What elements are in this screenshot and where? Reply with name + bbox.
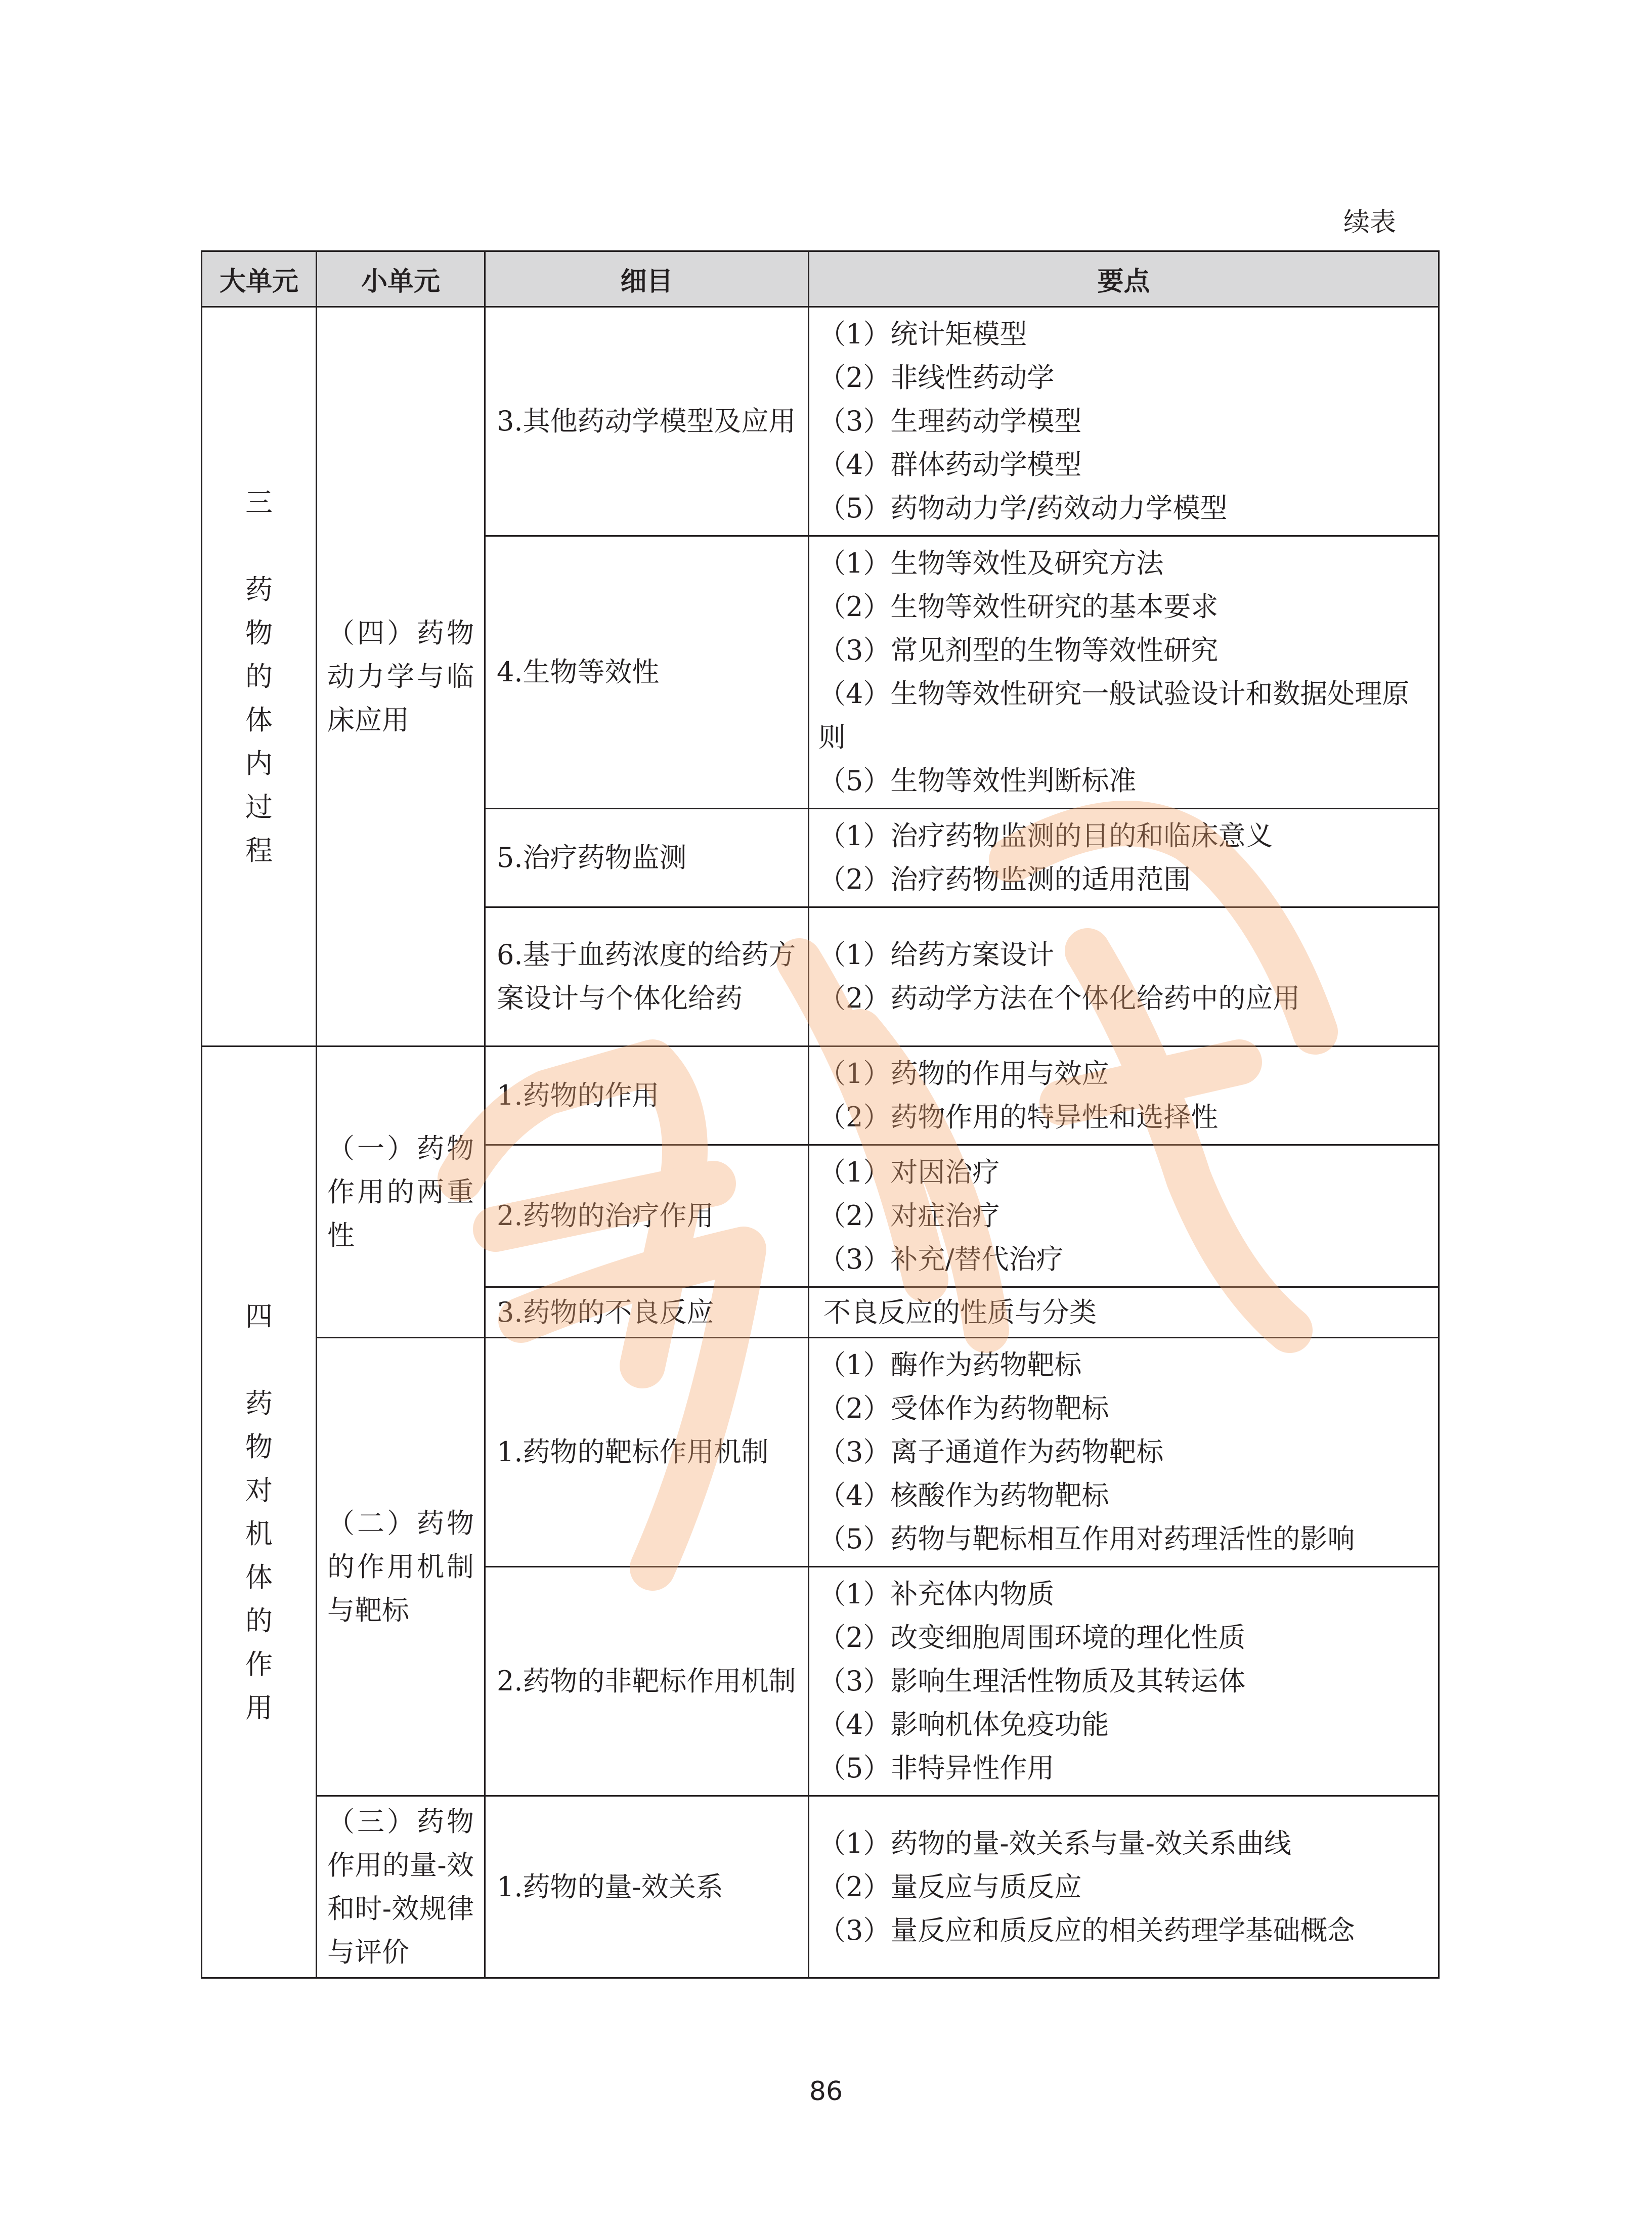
item-cell: 4.生物等效性 <box>485 536 809 809</box>
point-text: （1）统计矩模型 <box>818 318 1027 350</box>
major-unit-number: 三 <box>245 486 273 518</box>
header-cell-major-unit: 大单元 <box>202 251 317 307</box>
point-text: （1）药物的作用与效应 <box>818 1058 1109 1089</box>
point-text: （5）生物等效性判断标准 <box>818 765 1137 797</box>
point-text: （1）对因治疗 <box>818 1156 1000 1188</box>
minor-unit-cell: （一）药物作用的两重性 <box>317 1046 485 1338</box>
points-cell: 不良反应的性质与分类 <box>809 1287 1439 1338</box>
point-text: （2）治疗药物监测的适用范围 <box>818 863 1191 895</box>
header-cell-minor-unit: 小单元 <box>317 251 485 307</box>
point-text: （1）给药方案设计 <box>818 939 1055 971</box>
point-text: （4）群体药动学模型 <box>818 449 1082 481</box>
point-text: （1）补充体内物质 <box>818 1578 1055 1610</box>
header-row <box>202 251 1439 307</box>
points-cell <box>809 809 1439 907</box>
major-unit-name: 药物的体内过程 <box>245 573 273 866</box>
continued-label: 续表 <box>1343 207 1396 238</box>
table-row <box>202 1338 1439 1567</box>
major-unit-number: 四 <box>245 1300 273 1332</box>
item-cell: 6.基于血药浓度的给药方案设计与个体化给药 <box>485 907 809 1046</box>
item-cell: 2.药物的治疗作用 <box>485 1145 809 1287</box>
point-text: （2）受体作为药物靶标 <box>818 1392 1109 1424</box>
minor-unit-cell: （四）药物动力学与临床应用 <box>317 307 485 1046</box>
point-text: （3）生理药动学模型 <box>818 405 1082 437</box>
table-row <box>202 1796 1439 1978</box>
points-cell <box>809 1145 1439 1287</box>
points-cell <box>809 1046 1439 1145</box>
item-cell: 1.药物的量-效关系 <box>485 1796 809 1978</box>
point-text: （3）量反应和质反应的相关药理学基础概念 <box>818 1914 1355 1946</box>
header-cell-item: 细目 <box>485 251 809 307</box>
point-text: （4）影响机体免疫功能 <box>818 1709 1109 1740</box>
points-cell <box>809 1796 1439 1978</box>
point-text: （2）改变细胞周围环境的理化性质 <box>818 1622 1246 1653</box>
point-text: （3）影响生理活性物质及其转运体 <box>818 1665 1246 1697</box>
item-cell: 1.药物的靶标作用机制 <box>485 1338 809 1567</box>
point-text: （2）药动学方法在个体化给药中的应用 <box>818 982 1300 1014</box>
major-unit-name: 药物对机体的作用 <box>245 1387 273 1724</box>
major-unit-cell <box>202 307 317 1046</box>
point-text: （2）药物作用的特异性和选择性 <box>818 1101 1219 1133</box>
points-cell <box>809 307 1439 536</box>
point-text: （1）酶作为药物靶标 <box>818 1349 1082 1381</box>
header-cell-points: 要点 <box>809 251 1439 307</box>
point-text: （5）非特异性作用 <box>818 1752 1055 1784</box>
point-text: （4）生物等效性研究一般试验设计和数据处理原则 <box>818 678 1410 753</box>
table-row <box>202 307 1439 536</box>
point-text: （2）量反应与质反应 <box>818 1870 1082 1903</box>
point-text: （3）常见剂型的生物等效性研究 <box>818 634 1219 666</box>
item-cell: 3.其他药动学模型及应用 <box>485 307 809 536</box>
point-text: （1）药物的量-效关系与量-效关系曲线 <box>818 1827 1291 1859</box>
points-cell <box>809 1567 1439 1796</box>
point-text: （3）补充/替代治疗 <box>818 1243 1064 1275</box>
page-number: 86 <box>809 2076 843 2107</box>
point-text: （3）离子通道作为药物靶标 <box>818 1436 1164 1468</box>
item-cell: 3.药物的不良反应 <box>485 1287 809 1338</box>
syllabus-table <box>201 250 1440 1979</box>
points-cell <box>809 536 1439 809</box>
point-text: （4）核酸作为药物靶标 <box>818 1479 1109 1511</box>
point-text: （2）生物等效性研究的基本要求 <box>818 591 1219 623</box>
item-cell: 1.药物的作用 <box>485 1046 809 1145</box>
point-text: （5）药物动力学/药效动力学模型 <box>818 492 1228 524</box>
point-text: （1）生物等效性及研究方法 <box>818 547 1164 579</box>
point-text: （1）治疗药物监测的目的和临床意义 <box>818 820 1273 852</box>
item-cell: 2.药物的非靶标作用机制 <box>485 1567 809 1796</box>
point-text: （5）药物与靶标相互作用对药理活性的影响 <box>818 1523 1355 1555</box>
minor-unit-cell: （二）药物的作用机制与靶标 <box>317 1338 485 1796</box>
minor-unit-cell: （三）药物作用的量-效和时-效规律与评价 <box>317 1796 485 1978</box>
major-unit-cell <box>202 1046 317 1978</box>
point-text: （2）非线性药动学 <box>818 362 1055 394</box>
item-cell: 5.治疗药物监测 <box>485 809 809 907</box>
points-cell <box>809 1338 1439 1567</box>
point-text: （2）对症治疗 <box>818 1200 1000 1232</box>
table-row <box>202 1046 1439 1145</box>
points-cell <box>809 907 1439 1046</box>
